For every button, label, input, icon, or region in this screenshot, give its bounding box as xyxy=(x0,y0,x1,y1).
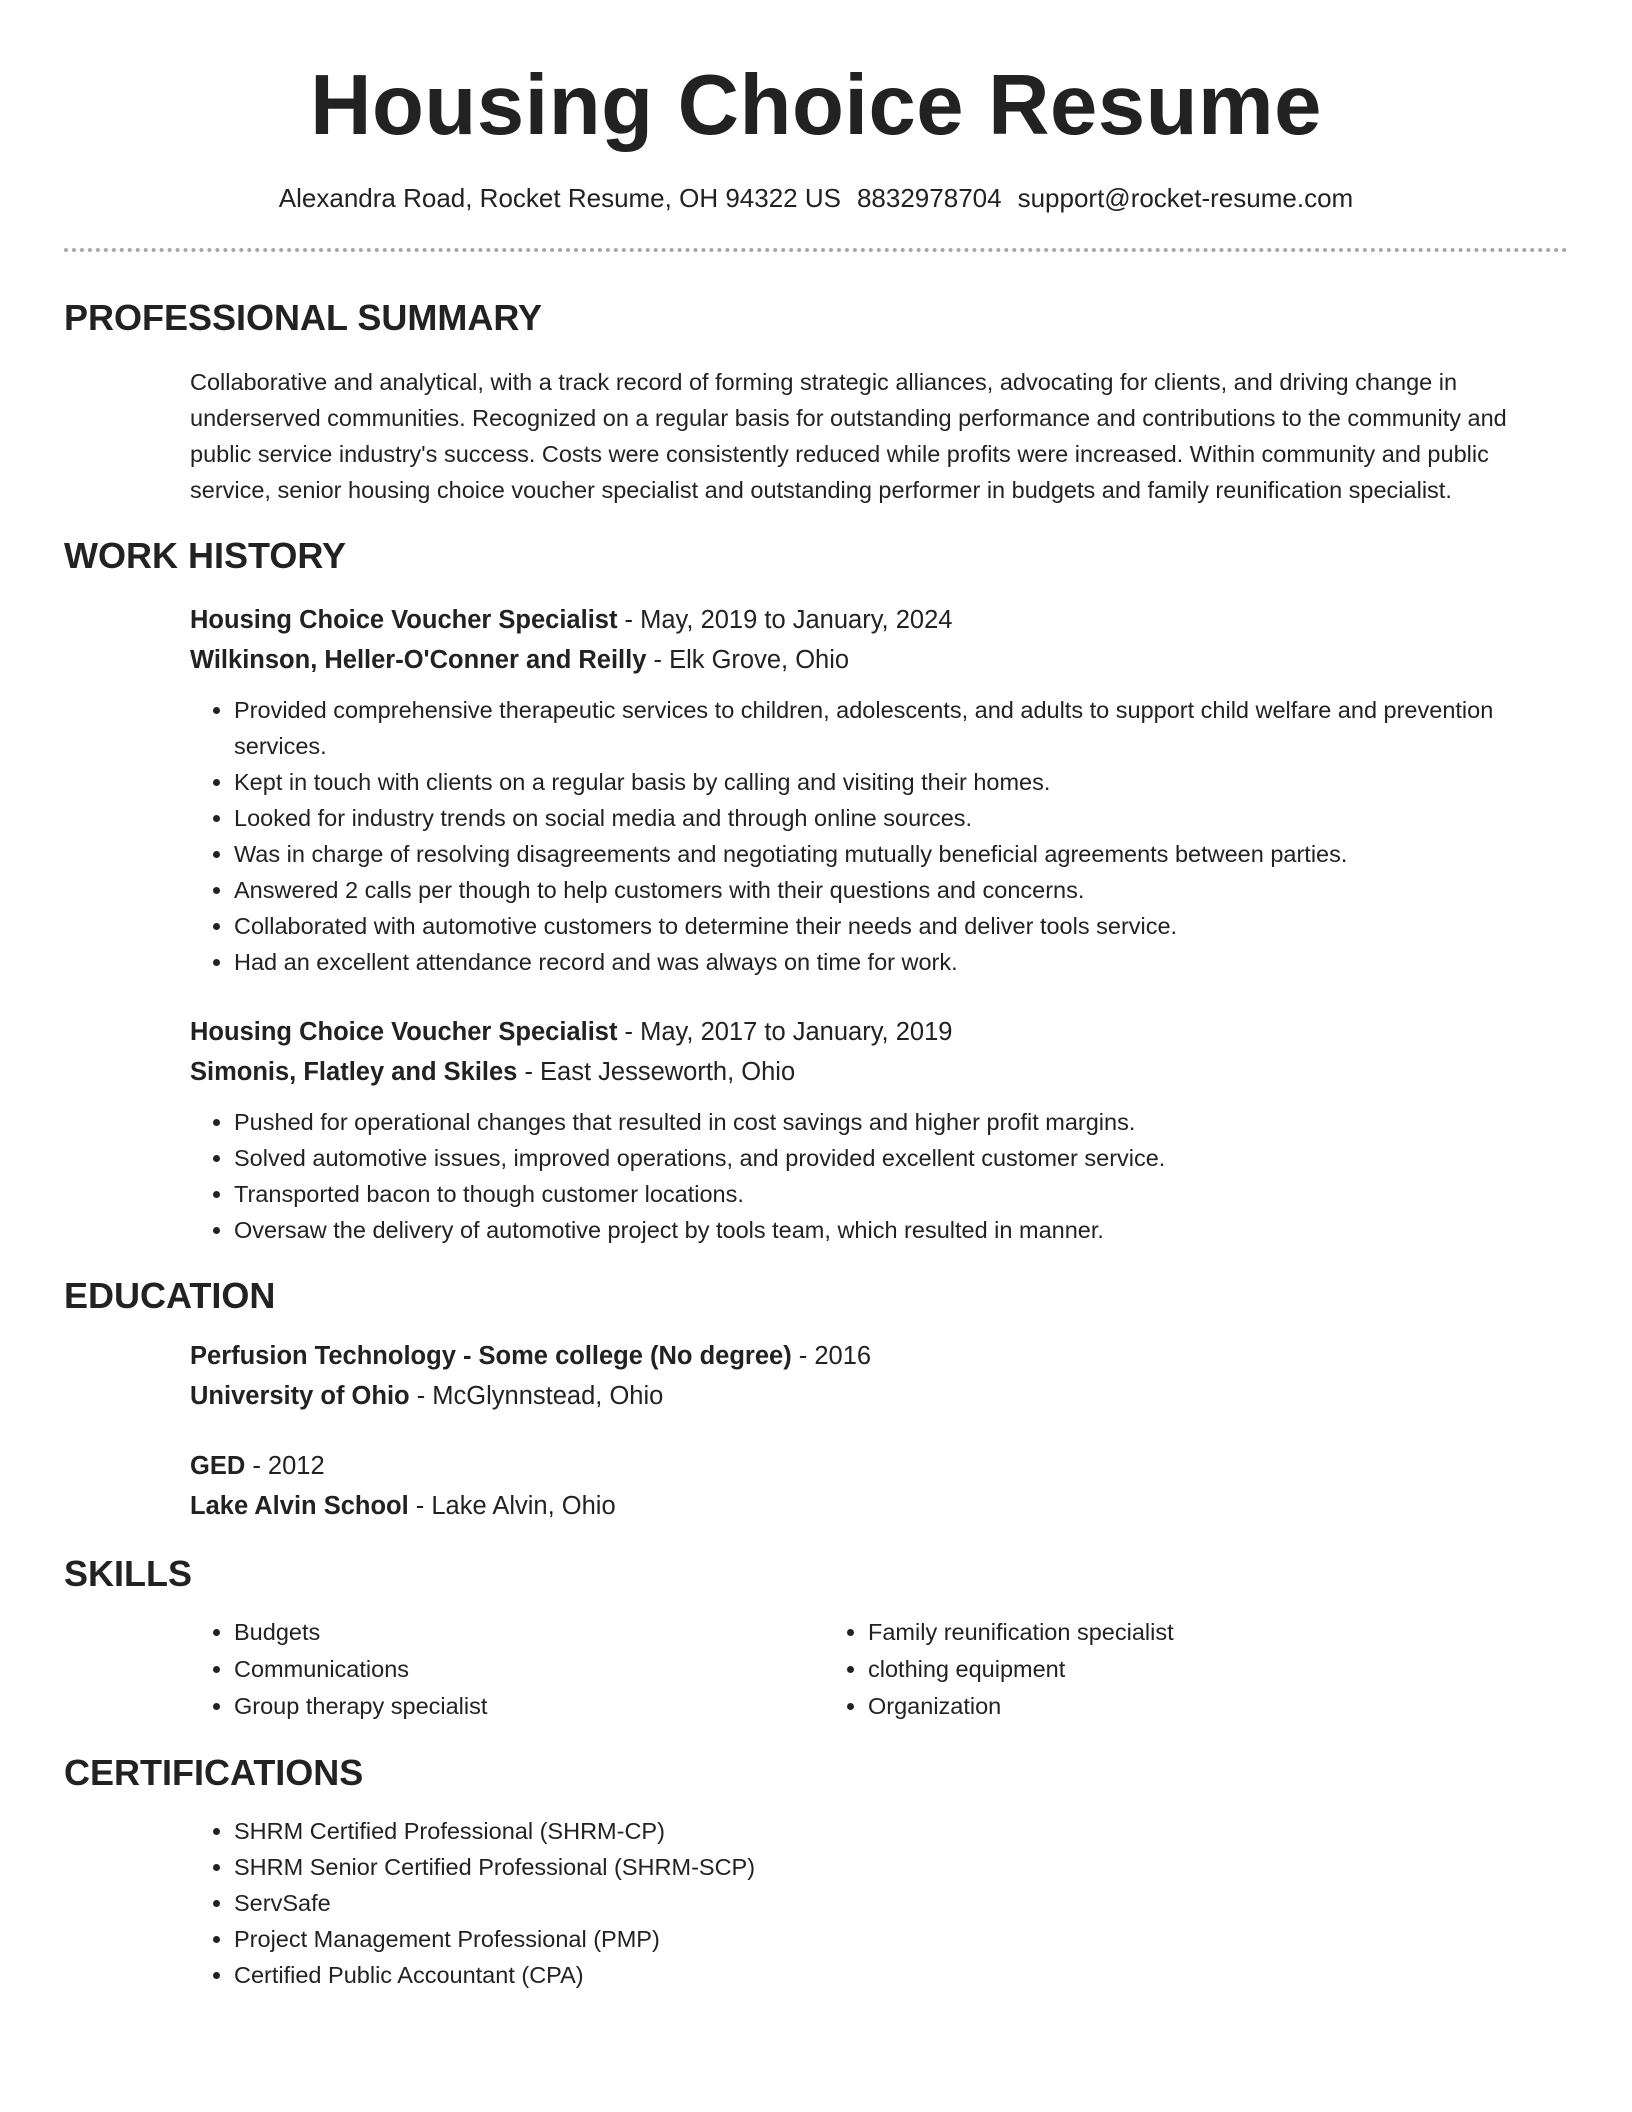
job-dates: - May, 2019 to January, 2024 xyxy=(617,606,953,634)
skills-list-left xyxy=(190,1614,824,1725)
job-entry xyxy=(64,600,1568,680)
list-item: • Communications xyxy=(234,1651,824,1688)
job-title-line xyxy=(190,600,1568,640)
section-title-certifications: CERTIFICATIONS xyxy=(64,1752,364,1793)
list-item: • Was in charge of resolving disagreements and negotiating mutually beneficial agreements between parties. xyxy=(234,836,1568,872)
job-company-line xyxy=(190,640,1568,680)
job-company-line xyxy=(190,1052,1568,1092)
list-item: • Solved automotive issues, improved operations, and provided excellent customer service. xyxy=(234,1140,1568,1176)
work-history-section xyxy=(64,534,1568,1248)
education-degree-line xyxy=(190,1446,1568,1486)
job-role: Housing Choice Voucher Specialist xyxy=(190,1018,618,1046)
skills-list-right xyxy=(824,1614,1458,1725)
certifications-section xyxy=(64,1751,1568,1993)
education-section xyxy=(64,1274,1568,1526)
list-item: • Answered 2 calls per though to help customers with their questions and concerns. xyxy=(234,872,1568,908)
education-year: - 2016 xyxy=(791,1342,872,1370)
education-entry xyxy=(64,1336,1568,1416)
job-dates: - May, 2017 to January, 2019 xyxy=(617,1018,953,1046)
resume-title: Housing Choice Resume xyxy=(310,58,1322,153)
education-location: - McGlynnstead, Ohio xyxy=(409,1382,664,1410)
education-degree-line xyxy=(190,1336,1568,1376)
certifications-list xyxy=(64,1813,1568,1993)
list-item: • Group therapy specialist xyxy=(234,1688,824,1725)
job-bullets xyxy=(64,692,1568,980)
list-item: • SHRM Senior Certified Professional (SHRM-SCP) xyxy=(234,1849,1568,1885)
job-location: - Elk Grove, Ohio xyxy=(646,646,850,674)
list-item: • Certified Public Accountant (CPA) xyxy=(234,1957,1568,1993)
skills-section xyxy=(64,1552,1568,1725)
contact-phone: 8832978704 xyxy=(856,183,1002,213)
list-item: • Provided comprehensive therapeutic services to children, adolescents, and adults to support child welfare and prevention services. xyxy=(234,692,1568,764)
list-item: • Had an excellent attendance record and was always on time for work. xyxy=(234,944,1568,980)
contact-email: support@rocket-resume.com xyxy=(1017,183,1354,213)
list-item: • ServSafe xyxy=(234,1885,1568,1921)
education-degree: GED xyxy=(190,1452,246,1480)
job-entry xyxy=(64,1012,1568,1092)
list-item: • Collaborated with automotive customers to determine their needs and deliver tools service. xyxy=(234,908,1568,944)
education-school-line xyxy=(190,1376,1568,1416)
list-item: • Budgets xyxy=(234,1614,824,1651)
list-item: • Transported bacon to though customer locations. xyxy=(234,1176,1568,1212)
section-title-skills: SKILLS xyxy=(64,1553,193,1594)
list-item: • Oversaw the delivery of automotive project by tools team, which resulted in manner. xyxy=(234,1212,1568,1248)
job-company: Wilkinson, Heller-O'Conner and Reilly xyxy=(190,646,647,674)
job-title-line xyxy=(190,1012,1568,1052)
list-item: • Family reunification specialist xyxy=(868,1614,1458,1651)
contact-line xyxy=(64,182,1568,214)
education-year: - 2012 xyxy=(245,1452,325,1480)
list-item: • Organization xyxy=(868,1688,1458,1725)
list-item: • Project Management Professional (PMP) xyxy=(234,1921,1568,1957)
job-location: - East Jesseworth, Ohio xyxy=(517,1058,796,1086)
job-bullets xyxy=(64,1104,1568,1248)
list-item: • Kept in touch with clients on a regular basis by calling and visiting their homes. xyxy=(234,764,1568,800)
education-location: - Lake Alvin, Ohio xyxy=(408,1492,616,1520)
list-item: • clothing equipment xyxy=(868,1651,1458,1688)
list-item: • Pushed for operational changes that resulted in cost savings and higher profit margins. xyxy=(234,1104,1568,1140)
summary-section xyxy=(64,296,1568,508)
section-title-work-history: WORK HISTORY xyxy=(64,535,347,576)
header-divider xyxy=(64,248,1568,252)
list-item: • SHRM Certified Professional (SHRM-CP) xyxy=(234,1813,1568,1849)
job-role: Housing Choice Voucher Specialist xyxy=(190,606,618,634)
skills-grid xyxy=(64,1614,1568,1725)
section-title-summary: PROFESSIONAL SUMMARY xyxy=(64,297,543,338)
contact-address: Alexandra Road, Rocket Resume, OH 94322 US xyxy=(278,183,841,213)
summary-text: Collaborative and analytical, with a track record of forming strategic alliances, advocating for clients, and driving change in underserved communities. Recognized on a regular basis for outstanding performance and contributions to the community and public service industry's success. Costs were consistently reduced while profits were increased. Within community and public service, senior housing choice voucher specialist and outstanding performer in budgets and family reunification specialist. xyxy=(190,369,1507,503)
education-school: Lake Alvin School xyxy=(190,1492,409,1520)
list-item: • Looked for industry trends on social media and through online sources. xyxy=(234,800,1568,836)
section-title-education: EDUCATION xyxy=(64,1275,276,1316)
education-degree: Perfusion Technology - Some college (No degree) xyxy=(190,1342,792,1370)
job-company: Simonis, Flatley and Skiles xyxy=(190,1058,518,1086)
education-entry xyxy=(64,1446,1568,1526)
education-school: University of Ohio xyxy=(190,1382,410,1410)
education-school-line xyxy=(190,1486,1568,1526)
